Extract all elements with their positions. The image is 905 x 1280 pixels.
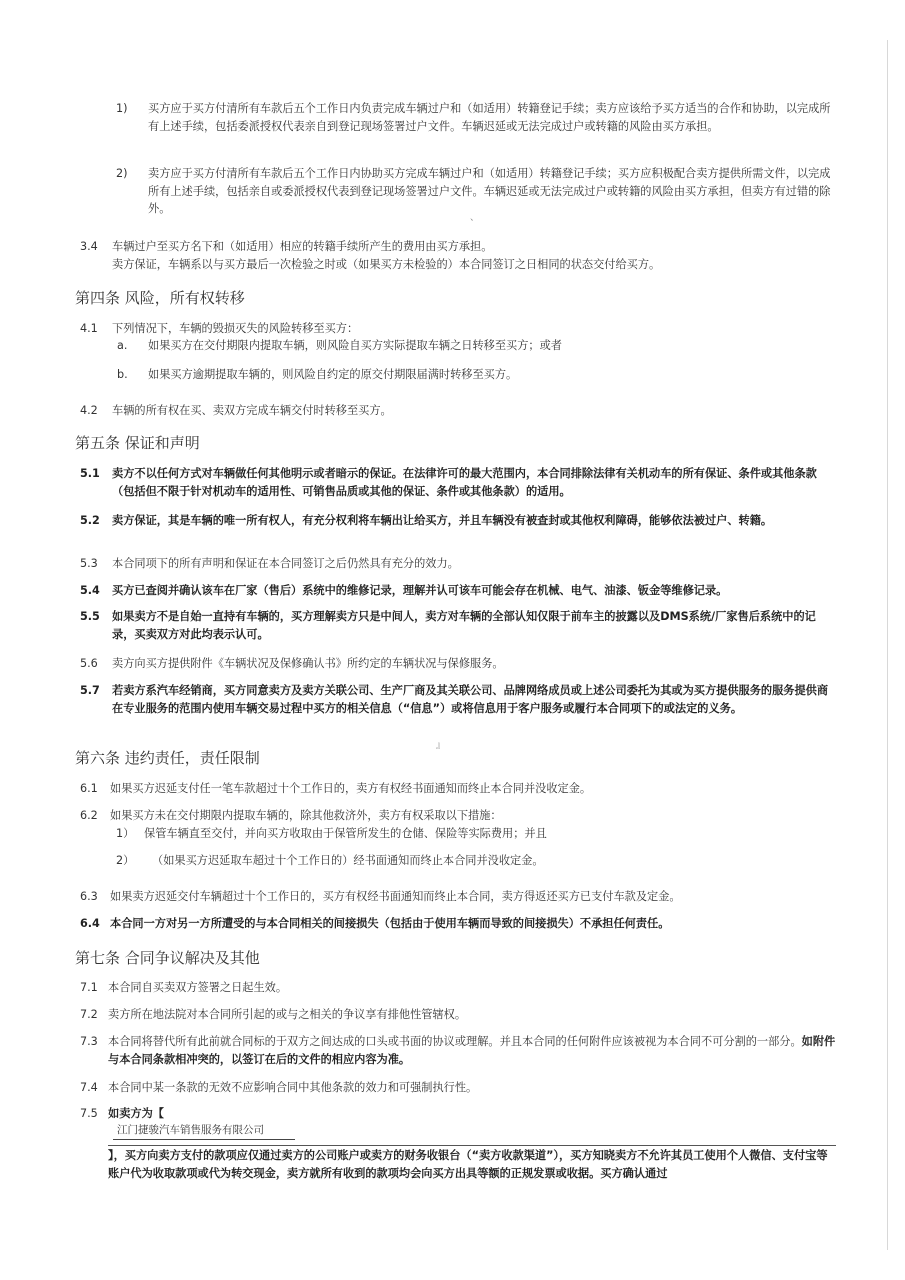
clause-text: 车辆的所有权在买、卖双方完成车辆交付时转移至买方。 [112,404,392,417]
clause-text: 卖方保证，其是车辆的唯一所有权人，有充分权利将车辆出让给买方，并且车辆没有被查封或其他权利障碍，能够依法被过户、转籍。 [112,514,773,527]
article-heading: 第六条 违约责任，责任限制 [75,749,260,767]
clause-number: 6.4 [80,917,100,930]
clause-number: 4.1 [80,322,98,335]
clause-text: 本合同项下的所有声明和保证在本合同签订之后仍然具有充分的效力。 [112,557,459,570]
clause-text: 本合同自买卖双方签署之日起生效。 [108,981,288,994]
article-heading: 第四条 风险，所有权转移 [75,289,245,307]
scan-mark: 、 [470,213,480,223]
item-number: 2) [116,167,128,180]
article-heading: 第七条 合同争议解决及其他 [75,949,260,967]
clause-number: 7.3 [80,1035,98,1048]
clause-number: 5.3 [80,557,98,570]
clause-text-bold: 如附件与本合同条款相冲突的，以签订在后的文件的相应内容为准。 [108,1035,836,1066]
clause-text: 如果买方逾期提取车辆的，则风险自约定的原交付期限届满时转移至买方。 [148,368,518,381]
item-letter: b. [117,368,128,381]
clause-number: 4.2 [80,404,98,417]
clause-number: 3.4 [80,240,98,253]
clause-number: 5.2 [80,514,100,527]
clause-text: 卖方不以任何方式对车辆做任何其他明示或者暗示的保证。在法律许可的最大范围内，本合同排除法律有关机动车的所有保证、条件或其他条款（包括但不限于针对机动车的适用性、可销售品质或其他的保证、条件或其他条款）的适用。 [112,467,817,498]
clause-text: 卖方向买方提供附件《车辆状况及保修确认书》所约定的车辆状况与保修服务。 [112,657,504,670]
clause-number: 5.6 [80,657,98,670]
clause-text: 卖方应于买方付清所有车款后五个工作日内协助买方完成车辆过户和（如适用）转籍登记手续；买方应积极配合卖方提供所需文件，以完成所有上述手续，包括亲自或委派授权代表到登记现场签署过户文件。车辆迟延或无法完成过户或转籍的风险由买方承担，但卖方有过错的除外。 [148,167,831,215]
clause-text: 卖方保证，车辆系以与买方最后一次检验之时或（如果买方未检验的）本合同签订之日相同的状态交付给买方。 [112,258,661,271]
clause-text: 如卖方为【 [108,1107,164,1120]
clause-text: 本合同中某一条款的无效不应影响合同中其他条款的效力和可强制执行性。 [108,1081,478,1094]
clause-number: 5.5 [80,610,100,623]
clause-text: 下列情况下，车辆的毁损灭失的风险转移至买方： [112,322,359,335]
clause-text: 车辆过户至买方名下和（如适用）相应的转籍手续所产生的费用由买方承担。 [112,240,493,253]
clause-text: 卖方所在地法院对本合同所引起的或与之相关的争议享有排他性管辖权。 [108,1008,467,1021]
clause-number: 5.1 [80,467,100,480]
clause-text: 本合同一方对另一方所遭受的与本合同相关的间接损失（包括由于使用车辆而导致的间接损失）不承担任何责任。 [110,917,670,930]
clause-text: 如果买方未在交付期限内提取车辆的，除其他救济外，卖方有权采取以下措施： [110,809,502,822]
clause-text: 如果买方在交付期限内提取车辆，则风险自买方实际提取车辆之日转移至买方；或者 [148,339,562,352]
scan-mark: 』 [436,741,446,751]
item-number: 1) [116,102,128,115]
clause-number: 7.5 [80,1107,98,1120]
clause-text: 买方已查阅并确认该车在厂家（售后）系统中的维修记录，理解并认可该车可能会存在机械、电气、油漆、钣金等维修记录。 [112,584,728,597]
clause-text-normal: 本合同将替代所有此前就合同标的于双方之间达成的口头或书面的协议或理解。并且本合同的任何附件应该被视为本合同不可分割的一部分。 [108,1035,802,1048]
clause-text [108,1033,836,1068]
item-number: 2） [116,854,135,867]
clause-number: 6.3 [80,890,98,903]
clause-text: 】，买方向卖方支付的款项应仅通过卖方的公司账户或卖方的财务收银台（“卖方收款渠道”），买方知晓卖方不允许其员工使用个人微信、支付宝等账户代为收取款项或代为转交现金，卖方就所有收到的款项均会向买方出具等额的正规发票或收据。买方确认通过 [108,1145,836,1182]
clause-text: （如果买方迟延取车超过十个工作日的）经书面通知而终止本合同并没收定金。 [152,854,544,867]
clause-number: 7.1 [80,981,98,994]
article-heading: 第五条 保证和声明 [75,434,200,452]
page-edge-line [887,40,888,1250]
clause-text: 买方应于买方付清所有车款后五个工作日内负责完成车辆过户和（如适用）转籍登记手续；卖方应该给予买方适当的合作和协助，以完成所有上述手续，包括委派授权代表亲自到登记现场签署过户文件。车辆迟延或无法完成过户或转籍的风险由买方承担。 [148,102,831,133]
clause-number: 7.4 [80,1081,98,1094]
clause-number: 5.4 [80,584,100,597]
clause-number: 6.1 [80,782,98,795]
clause-text: 如果卖方不是自始一直持有车辆的，买方理解卖方只是中间人，卖方对车辆的全部认知仅限于前车主的披露以及DMS系统/厂家售后系统中的记录，买卖双方对此均表示认可。 [112,610,816,641]
clause-text: 保管车辆直至交付，并向买方收取由于保管所发生的仓储、保险等实际费用；并且 [144,827,547,840]
clause-number: 5.7 [80,684,100,697]
clause-text: 若卖方系汽车经销商，买方同意卖方及卖方关联公司、生产厂商及其关联公司、品牌网络成员或上述公司委托为其或为买方提供服务的服务提供商在专业服务的范围内使用车辆交易过程中买方的相关信息（“信息”）或将信息用于客户服务或履行本合同项下的或法定的义务。 [112,684,829,715]
clause-number: 6.2 [80,809,98,822]
clause-text: 如果买方迟延支付任一笔车款超过十个工作日的，卖方有权经书面通知而终止本合同并没收定金。 [110,782,592,795]
seller-name-field: 江门捷骏汽车销售服务有限公司 [113,1121,295,1140]
clause-number: 7.2 [80,1008,98,1021]
clause-text: 如果卖方迟延交付车辆超过十个工作日的，买方有权经书面通知而终止本合同，卖方得返还买方已支付车款及定金。 [110,890,681,903]
item-letter: a. [117,339,128,352]
item-number: 1） [116,827,135,840]
